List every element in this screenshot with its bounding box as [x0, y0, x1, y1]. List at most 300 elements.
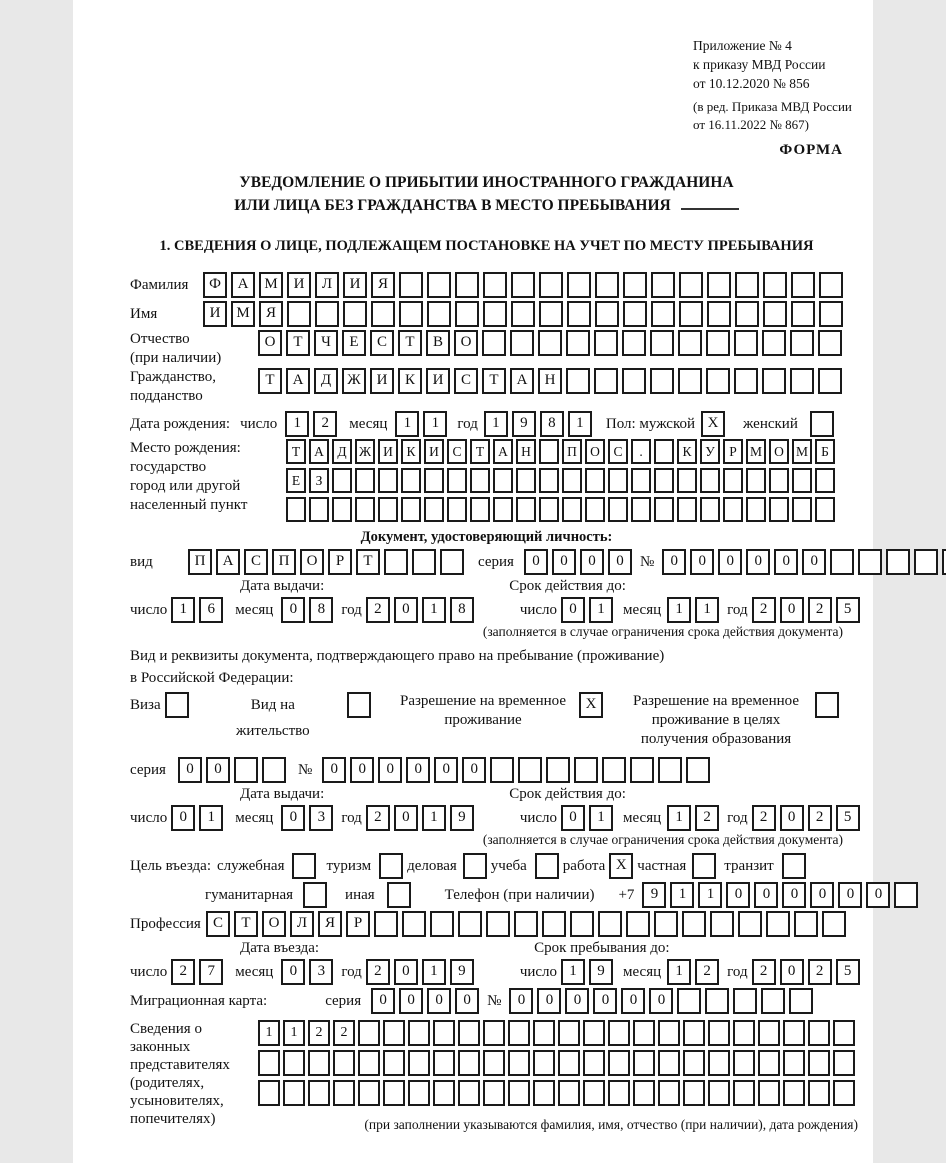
form-cell[interactable]: 1 [395, 411, 419, 437]
form-cell[interactable]: 1 [258, 1020, 280, 1046]
form-cell[interactable] [508, 1080, 530, 1106]
form-cell[interactable] [631, 497, 651, 522]
form-cell[interactable] [791, 301, 815, 327]
form-cell[interactable] [700, 468, 720, 493]
form-cell[interactable] [658, 757, 682, 783]
form-cell[interactable]: 2 [752, 805, 776, 831]
form-cell[interactable]: И [343, 272, 367, 298]
form-cell[interactable] [508, 1020, 530, 1046]
form-cell[interactable] [631, 468, 651, 493]
form-cell[interactable]: 2 [366, 959, 390, 985]
form-cell[interactable] [333, 1050, 355, 1076]
purpose-other-checkbox[interactable] [387, 882, 415, 908]
form-cell[interactable] [378, 468, 398, 493]
form-cell[interactable] [654, 468, 674, 493]
form-cell[interactable]: 0 [754, 882, 778, 908]
form-cell[interactable]: 1 [484, 411, 508, 437]
form-cell[interactable] [608, 1080, 630, 1106]
form-cell[interactable] [383, 1050, 405, 1076]
form-cell[interactable] [165, 692, 189, 718]
form-cell[interactable] [683, 1050, 705, 1076]
form-cell[interactable]: 0 [802, 549, 826, 575]
form-cell[interactable] [401, 497, 421, 522]
form-cell[interactable] [483, 1080, 505, 1106]
form-cell[interactable]: X [609, 853, 633, 879]
form-cell[interactable]: 0 [371, 988, 395, 1014]
form-cell[interactable] [440, 549, 464, 575]
form-cell[interactable]: З [309, 468, 329, 493]
form-cell[interactable]: 0 [524, 549, 548, 575]
form-cell[interactable]: 8 [450, 597, 474, 623]
form-cell[interactable] [483, 1050, 505, 1076]
residence-number-cells[interactable] [322, 757, 714, 783]
form-cell[interactable] [430, 911, 454, 937]
form-cell[interactable] [374, 911, 398, 937]
form-cell[interactable] [734, 368, 758, 394]
form-cell[interactable]: А [510, 368, 534, 394]
form-cell[interactable]: С [370, 330, 394, 356]
form-cell[interactable] [558, 1020, 580, 1046]
form-cell[interactable] [585, 468, 605, 493]
form-cell[interactable] [470, 497, 490, 522]
form-cell[interactable]: 5 [836, 959, 860, 985]
form-cell[interactable] [769, 497, 789, 522]
form-cell[interactable]: 1 [695, 597, 719, 623]
form-cell[interactable] [412, 549, 436, 575]
form-cell[interactable] [633, 1050, 655, 1076]
form-cell[interactable] [633, 1080, 655, 1106]
form-cell[interactable]: О [262, 911, 286, 937]
form-cell[interactable]: 0 [394, 959, 418, 985]
form-cell[interactable] [343, 301, 367, 327]
form-cell[interactable]: И [287, 272, 311, 298]
form-cell[interactable] [650, 368, 674, 394]
form-cell[interactable]: Т [470, 439, 490, 464]
form-cell[interactable]: 1 [589, 805, 613, 831]
form-cell[interactable]: 0 [593, 988, 617, 1014]
form-cell[interactable] [378, 497, 398, 522]
form-cell[interactable] [401, 468, 421, 493]
form-cell[interactable] [358, 1020, 380, 1046]
form-cell[interactable]: В [426, 330, 450, 356]
entry-year-cells[interactable] [366, 959, 478, 985]
form-cell[interactable] [818, 368, 842, 394]
form-cell[interactable]: . [631, 439, 651, 464]
form-cell[interactable]: Е [342, 330, 366, 356]
form-cell[interactable]: А [216, 549, 240, 575]
form-cell[interactable] [815, 692, 839, 718]
form-cell[interactable] [514, 911, 538, 937]
migration-series-cells[interactable] [371, 988, 483, 1014]
form-cell[interactable] [387, 882, 411, 908]
form-cell[interactable]: 1 [422, 805, 446, 831]
form-cell[interactable]: 2 [752, 959, 776, 985]
purpose-study-checkbox[interactable] [535, 853, 563, 879]
form-cell[interactable]: 0 [782, 882, 806, 908]
form-cell[interactable] [723, 468, 743, 493]
form-cell[interactable] [539, 301, 563, 327]
form-cell[interactable]: К [398, 368, 422, 394]
form-cell[interactable] [650, 330, 674, 356]
form-cell[interactable] [355, 497, 375, 522]
form-cell[interactable]: 2 [695, 959, 719, 985]
form-cell[interactable]: 0 [780, 959, 804, 985]
form-cell[interactable] [769, 468, 789, 493]
form-cell[interactable] [470, 468, 490, 493]
form-cell[interactable]: П [272, 549, 296, 575]
form-cell[interactable] [292, 853, 316, 879]
form-cell[interactable]: 0 [281, 805, 305, 831]
form-cell[interactable] [683, 1020, 705, 1046]
form-cell[interactable]: Р [723, 439, 743, 464]
stay-month-cells[interactable] [667, 959, 723, 985]
representatives-cells-row1[interactable] [258, 1020, 858, 1046]
form-cell[interactable]: 1 [199, 805, 223, 831]
form-cell[interactable]: 2 [313, 411, 337, 437]
doc-type-cells[interactable] [188, 549, 468, 575]
form-cell[interactable] [539, 468, 559, 493]
form-cell[interactable] [658, 1020, 680, 1046]
form-cell[interactable] [516, 468, 536, 493]
form-cell[interactable] [791, 272, 815, 298]
identity-issue-day-cells[interactable] [171, 597, 227, 623]
form-cell[interactable]: 9 [450, 805, 474, 831]
form-cell[interactable]: 0 [537, 988, 561, 1014]
form-cell[interactable] [678, 368, 702, 394]
form-cell[interactable] [358, 1050, 380, 1076]
form-cell[interactable] [546, 757, 570, 783]
form-cell[interactable]: 0 [462, 757, 486, 783]
form-cell[interactable]: 0 [780, 805, 804, 831]
form-cell[interactable]: Б [815, 439, 835, 464]
purpose-business-checkbox[interactable] [463, 853, 491, 879]
form-cell[interactable] [332, 497, 352, 522]
form-cell[interactable]: 0 [649, 988, 673, 1014]
form-cell[interactable] [686, 757, 710, 783]
form-cell[interactable] [518, 757, 542, 783]
form-cell[interactable]: 1 [568, 411, 592, 437]
form-cell[interactable] [332, 468, 352, 493]
representatives-cells-row2[interactable] [258, 1050, 858, 1076]
form-cell[interactable] [567, 301, 591, 327]
form-cell[interactable]: 0 [746, 549, 770, 575]
form-cell[interactable] [283, 1050, 305, 1076]
form-cell[interactable]: 2 [808, 805, 832, 831]
form-cell[interactable] [427, 301, 451, 327]
form-cell[interactable]: С [244, 549, 268, 575]
form-cell[interactable] [723, 497, 743, 522]
form-cell[interactable] [808, 1080, 830, 1106]
form-cell[interactable]: 2 [808, 597, 832, 623]
form-cell[interactable]: 1 [422, 597, 446, 623]
form-cell[interactable] [677, 988, 701, 1014]
representatives-cells-row3[interactable] [258, 1080, 858, 1106]
form-cell[interactable]: 0 [580, 549, 604, 575]
form-cell[interactable]: Т [286, 330, 310, 356]
form-cell[interactable]: С [454, 368, 478, 394]
form-cell[interactable] [384, 549, 408, 575]
form-cell[interactable]: 0 [780, 597, 804, 623]
form-cell[interactable]: П [188, 549, 212, 575]
form-cell[interactable] [623, 272, 647, 298]
phone-cells[interactable] [642, 882, 922, 908]
residence-issue-year-cells[interactable] [366, 805, 478, 831]
form-cell[interactable] [493, 468, 513, 493]
form-cell[interactable] [533, 1050, 555, 1076]
form-cell[interactable] [822, 911, 846, 937]
form-cell[interactable] [511, 301, 535, 327]
form-cell[interactable] [303, 882, 327, 908]
form-cell[interactable]: 0 [621, 988, 645, 1014]
form-cell[interactable]: И [203, 301, 227, 327]
residence-valid-day-cells[interactable] [561, 805, 617, 831]
form-cell[interactable]: О [258, 330, 282, 356]
birthplace-cells-row3[interactable] [286, 497, 838, 522]
form-cell[interactable]: 0 [178, 757, 202, 783]
form-cell[interactable]: И [370, 368, 394, 394]
form-cell[interactable] [427, 272, 451, 298]
form-cell[interactable]: 0 [774, 549, 798, 575]
entry-day-cells[interactable] [171, 959, 227, 985]
form-cell[interactable] [658, 1080, 680, 1106]
form-cell[interactable]: Н [516, 439, 536, 464]
form-cell[interactable] [762, 368, 786, 394]
form-cell[interactable] [424, 468, 444, 493]
form-cell[interactable]: X [701, 411, 725, 437]
form-cell[interactable]: Р [346, 911, 370, 937]
form-cell[interactable] [347, 692, 371, 718]
identity-valid-year-cells[interactable] [752, 597, 864, 623]
form-cell[interactable] [371, 301, 395, 327]
form-cell[interactable] [458, 1020, 480, 1046]
form-cell[interactable] [608, 468, 628, 493]
form-cell[interactable] [792, 497, 812, 522]
form-cell[interactable] [746, 497, 766, 522]
form-cell[interactable] [707, 272, 731, 298]
form-cell[interactable] [677, 468, 697, 493]
form-cell[interactable]: 0 [399, 988, 423, 1014]
identity-issue-year-cells[interactable] [366, 597, 478, 623]
residence-valid-month-cells[interactable] [667, 805, 723, 831]
form-cell[interactable]: О [585, 439, 605, 464]
form-cell[interactable] [483, 272, 507, 298]
form-cell[interactable] [782, 853, 806, 879]
form-cell[interactable]: А [309, 439, 329, 464]
form-cell[interactable] [433, 1020, 455, 1046]
form-cell[interactable] [458, 1080, 480, 1106]
form-cell[interactable] [598, 911, 622, 937]
form-cell[interactable] [658, 1050, 680, 1076]
form-cell[interactable]: 0 [561, 597, 585, 623]
form-cell[interactable]: М [746, 439, 766, 464]
form-cell[interactable] [677, 497, 697, 522]
form-cell[interactable]: Т [258, 368, 282, 394]
form-cell[interactable]: 1 [670, 882, 694, 908]
form-cell[interactable] [833, 1080, 855, 1106]
form-cell[interactable] [262, 757, 286, 783]
form-cell[interactable]: Т [286, 439, 306, 464]
form-cell[interactable] [942, 549, 946, 575]
form-cell[interactable] [622, 330, 646, 356]
form-cell[interactable] [486, 911, 510, 937]
form-cell[interactable]: О [300, 549, 324, 575]
form-cell[interactable]: 0 [866, 882, 890, 908]
form-cell[interactable]: 0 [394, 805, 418, 831]
form-cell[interactable]: 3 [309, 959, 333, 985]
form-cell[interactable] [808, 1020, 830, 1046]
form-cell[interactable]: 0 [171, 805, 195, 831]
form-cell[interactable] [595, 272, 619, 298]
form-cell[interactable] [447, 497, 467, 522]
form-cell[interactable]: 0 [406, 757, 430, 783]
residence-issue-month-cells[interactable] [281, 805, 337, 831]
form-cell[interactable]: 2 [333, 1020, 355, 1046]
form-cell[interactable] [706, 330, 730, 356]
form-cell[interactable]: 9 [642, 882, 666, 908]
form-cell[interactable]: 1 [667, 597, 691, 623]
birth-year-cells[interactable] [484, 411, 596, 437]
form-cell[interactable] [458, 1050, 480, 1076]
form-cell[interactable] [914, 549, 938, 575]
form-cell[interactable] [287, 301, 311, 327]
form-cell[interactable] [566, 368, 590, 394]
form-cell[interactable] [833, 1020, 855, 1046]
form-cell[interactable] [511, 272, 535, 298]
purpose-tourism-checkbox[interactable] [379, 853, 407, 879]
form-cell[interactable]: 2 [171, 959, 195, 985]
form-cell[interactable] [583, 1080, 605, 1106]
identity-valid-day-cells[interactable] [561, 597, 617, 623]
birthplace-cells-row2[interactable] [286, 468, 838, 493]
form-cell[interactable]: 0 [350, 757, 374, 783]
form-cell[interactable] [308, 1050, 330, 1076]
form-cell[interactable] [510, 330, 534, 356]
form-cell[interactable]: 0 [718, 549, 742, 575]
birth-month-cells[interactable] [395, 411, 451, 437]
form-cell[interactable]: 8 [540, 411, 564, 437]
form-cell[interactable]: 0 [561, 805, 585, 831]
form-cell[interactable] [408, 1080, 430, 1106]
form-cell[interactable]: 0 [509, 988, 533, 1014]
form-cell[interactable] [682, 911, 706, 937]
form-cell[interactable] [794, 911, 818, 937]
form-cell[interactable] [678, 330, 702, 356]
form-cell[interactable] [399, 301, 423, 327]
form-cell[interactable]: Е [286, 468, 306, 493]
form-cell[interactable]: 0 [810, 882, 834, 908]
form-cell[interactable]: А [493, 439, 513, 464]
form-cell[interactable]: Л [290, 911, 314, 937]
form-cell[interactable] [483, 1020, 505, 1046]
form-cell[interactable]: Т [482, 368, 506, 394]
form-cell[interactable] [535, 853, 559, 879]
form-cell[interactable] [692, 853, 716, 879]
sex-female-checkbox[interactable] [810, 411, 838, 437]
form-cell[interactable]: 9 [589, 959, 613, 985]
residence-series-cells[interactable] [178, 757, 290, 783]
form-cell[interactable]: Р [328, 549, 352, 575]
form-cell[interactable]: 0 [394, 597, 418, 623]
form-cell[interactable] [408, 1020, 430, 1046]
form-cell[interactable] [700, 497, 720, 522]
form-cell[interactable] [594, 330, 618, 356]
residence-valid-year-cells[interactable] [752, 805, 864, 831]
form-cell[interactable] [894, 882, 918, 908]
form-cell[interactable]: 1 [171, 597, 195, 623]
form-cell[interactable] [818, 330, 842, 356]
purpose-work-checkbox[interactable] [609, 853, 637, 879]
form-cell[interactable]: 0 [690, 549, 714, 575]
form-cell[interactable] [234, 757, 258, 783]
form-cell[interactable]: 0 [565, 988, 589, 1014]
form-cell[interactable] [383, 1020, 405, 1046]
identity-valid-month-cells[interactable] [667, 597, 723, 623]
form-cell[interactable]: Т [234, 911, 258, 937]
purpose-private-checkbox[interactable] [692, 853, 720, 879]
form-cell[interactable] [539, 497, 559, 522]
form-cell[interactable]: 5 [836, 805, 860, 831]
entry-month-cells[interactable] [281, 959, 337, 985]
form-cell[interactable]: Ф [203, 272, 227, 298]
form-cell[interactable] [630, 757, 654, 783]
form-cell[interactable]: Д [314, 368, 338, 394]
temporary-residence-checkbox[interactable] [579, 692, 607, 718]
form-cell[interactable] [819, 272, 843, 298]
form-cell[interactable]: С [206, 911, 230, 937]
form-cell[interactable] [458, 911, 482, 937]
form-cell[interactable] [707, 301, 731, 327]
form-cell[interactable]: 2 [366, 597, 390, 623]
form-cell[interactable] [789, 988, 813, 1014]
form-cell[interactable]: И [378, 439, 398, 464]
form-cell[interactable] [708, 1050, 730, 1076]
form-cell[interactable]: Д [332, 439, 352, 464]
form-cell[interactable]: 6 [199, 597, 223, 623]
form-cell[interactable] [633, 1020, 655, 1046]
form-cell[interactable]: 0 [838, 882, 862, 908]
form-cell[interactable] [815, 497, 835, 522]
form-cell[interactable] [733, 988, 757, 1014]
doc-series-cells[interactable] [524, 549, 636, 575]
identity-issue-month-cells[interactable] [281, 597, 337, 623]
form-cell[interactable] [539, 272, 563, 298]
form-cell[interactable] [679, 272, 703, 298]
form-cell[interactable] [858, 549, 882, 575]
form-cell[interactable] [567, 272, 591, 298]
form-cell[interactable]: 0 [608, 549, 632, 575]
form-cell[interactable]: 8 [309, 597, 333, 623]
form-cell[interactable]: Я [371, 272, 395, 298]
form-cell[interactable]: 0 [552, 549, 576, 575]
form-cell[interactable] [815, 468, 835, 493]
form-cell[interactable] [539, 439, 559, 464]
form-cell[interactable] [738, 911, 762, 937]
form-cell[interactable]: 2 [752, 597, 776, 623]
form-cell[interactable] [763, 301, 787, 327]
purpose-official-checkbox[interactable] [292, 853, 320, 879]
form-cell[interactable] [622, 368, 646, 394]
form-cell[interactable] [735, 272, 759, 298]
form-cell[interactable] [830, 549, 854, 575]
form-cell[interactable]: 0 [378, 757, 402, 783]
form-cell[interactable]: 3 [309, 805, 333, 831]
form-cell[interactable] [708, 1080, 730, 1106]
form-cell[interactable] [705, 988, 729, 1014]
form-cell[interactable] [538, 330, 562, 356]
form-cell[interactable] [766, 911, 790, 937]
birthplace-cells-row1[interactable] [286, 439, 838, 464]
form-cell[interactable]: 1 [285, 411, 309, 437]
